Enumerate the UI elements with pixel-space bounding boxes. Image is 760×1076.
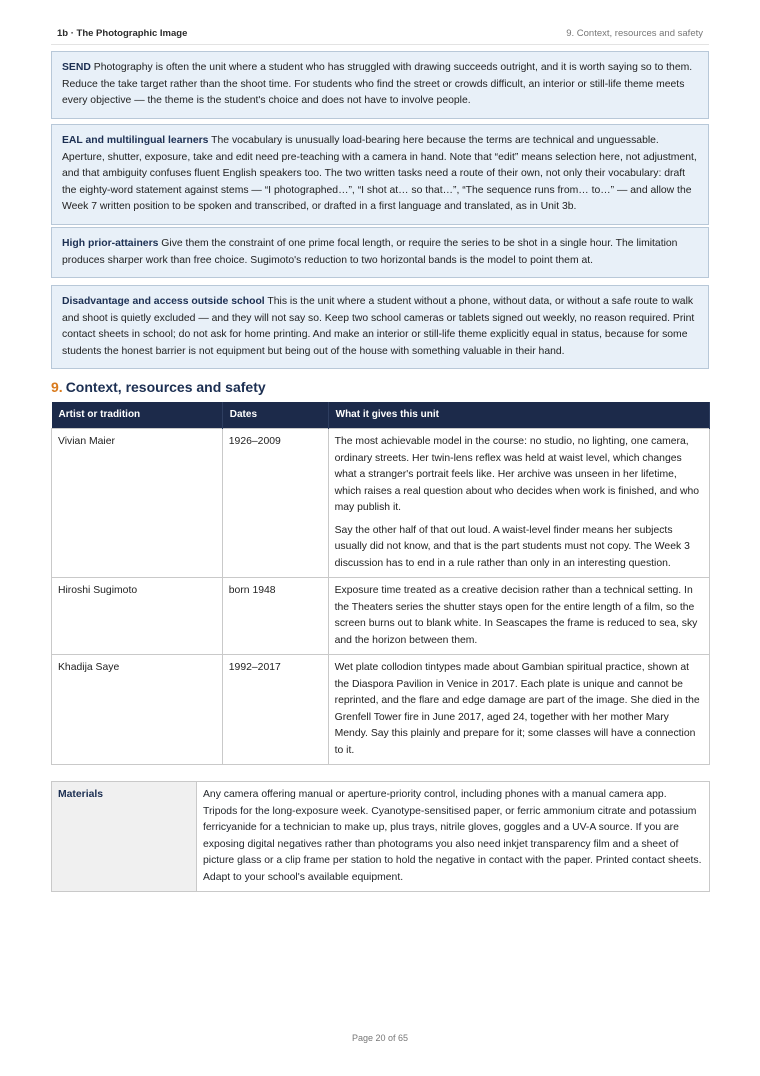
section-number: 9. — [51, 379, 63, 395]
note-disadvantage — [51, 285, 709, 369]
note-text: The vocabulary is unusually load-bearing here because the terms are technical and unguessable. Aperture, shutter, exposure, take and edit need pre-teaching with a camera in hand. Note that “edit” means selection here, not adjustment, and that ambiguity confuses fluent English speakers too. The two written tasks need a route of their own, not only their vocabulary: draft the eighty-word statement against stems — “I photographed…”, “I shot at… so that…”, “The sequence runs from… to…” — and allow the Week 7 written position to be spoken and transcribed, or drafted in a first language and translated, as in Unit 3b. — [62, 135, 697, 212]
description-paragraph: Exposure time treated as a creative decision rather than a technical setting. In the Theaters series the shutter stays open for the entire length of a film, so the screen burns out to blank white. In Seascapes the frame is reduced to sea, sky and the horizon between them. — [334, 585, 698, 646]
artist-description — [328, 655, 709, 765]
note-send — [51, 51, 709, 119]
note-label: SEND — [62, 62, 91, 73]
artist-name: Khadija Saye — [52, 655, 223, 765]
page-number: Page 20 of 65 — [351, 1033, 409, 1043]
artists-table — [51, 402, 710, 765]
header-divider — [51, 44, 709, 45]
table-header-row — [52, 402, 710, 429]
header-section-title: 9. Context, resources and safety — [566, 28, 703, 39]
artist-description — [328, 578, 709, 655]
note-text: This is the unit where a student without a phone, without data, or without a safe route to walk and shoot is quietly excluded — and they will not say so. Keep two school cameras or tablets signed out weekly, no reason required. Print contact sheets in school; do not ask for home printing. And make an interior or still-life theme explicitly equal in status, because for some students the honest barrier is not equipment but being out of the house with something valuable in their hand. — [62, 296, 695, 357]
materials-table — [51, 781, 710, 892]
note-label: EAL and multilingual learners — [62, 135, 209, 146]
column-header-dates: Dates — [222, 402, 328, 429]
description-paragraph: Say the other half of that out loud. A waist-level finder means her subjects usually did not know, and that is the part students must not copy. The Week 3 discussion has to end in a rule rather than only in an interesting question. — [334, 524, 690, 569]
materials-text: Any camera offering manual or aperture-priority control, including phones with a manual camera app. Tripods for the long-exposure week. Cyanotype-sensitised paper, or ferric ammonium citrate and potassium ferricyanide for a technician to make up, plus trays, nitrile gloves, goggles and a UV-A source. If you are exposing digital negatives rather than photograms you also need inkjet transparency film and a sheet of picture glass or a clip frame per station to hold the negative in contact with the paper. Printed contact sheets. Adapt to your school's available equipment. — [197, 782, 710, 892]
artist-description — [328, 429, 709, 578]
running-header — [51, 26, 709, 42]
note-high-prior-attainers — [51, 227, 709, 278]
artist-dates: 1926–2009 — [222, 429, 328, 578]
header-unit-title: 1b · The Photographic Image — [57, 28, 188, 39]
artist-name: Vivian Maier — [52, 429, 223, 578]
description-paragraph: The most achievable model in the course: no studio, no lighting, one camera, ordinary streets. Her twin-lens reflex was held at waist level, which changes what a stranger's portrait feels like. Her archive was unseen in her lifetime, which raises a real question about who decides when work is finished, and who may publish it. — [334, 436, 700, 513]
artist-name: Hiroshi Sugimoto — [52, 578, 223, 655]
note-label: Disadvantage and access outside school — [62, 296, 265, 307]
column-header-description: What it gives this unit — [328, 402, 709, 429]
column-header-artist: Artist or tradition — [52, 402, 223, 429]
artist-dates: born 1948 — [222, 578, 328, 655]
table-row — [52, 578, 710, 655]
description-paragraph: Wet plate collodion tintypes made about Gambian spiritual practice, shown at the Diaspora Pavilion in Venice in 2017. Each plate is unique and cannot be reprinted, and the flare and edge damage are part of the image. She died in the Grenfell Tower fire in June 2017, aged 24, together with her mother Mary Mendy. Say this plainly and prepare for it; some classes will have a connection to it. — [334, 662, 700, 756]
note-label: High prior-attainers — [62, 238, 159, 249]
note-text: Photography is often the unit where a student who has struggled with drawing succeeds outright, and it is worth saying so to them. Reduce the take target rather than the shoot time. For students who find the street or crowds difficult, an interior or still-life theme meets every objective — the theme is the student's choice and does not have to involve people. — [62, 62, 693, 106]
section-heading — [51, 376, 266, 398]
table-row — [52, 782, 710, 892]
note-eal — [51, 124, 709, 225]
table-row — [52, 655, 710, 765]
artist-dates: 1992–2017 — [222, 655, 328, 765]
table-row — [52, 429, 710, 578]
note-text: Give them the constraint of one prime focal length, or require the series to be shot in a single hour. The limitation produces sharper work than free choice. Sugimoto's reduction to two horizontal bands is the model to point them at. — [62, 238, 678, 266]
materials-label: Materials — [52, 782, 197, 892]
section-title-text: Context, resources and safety — [65, 379, 266, 395]
